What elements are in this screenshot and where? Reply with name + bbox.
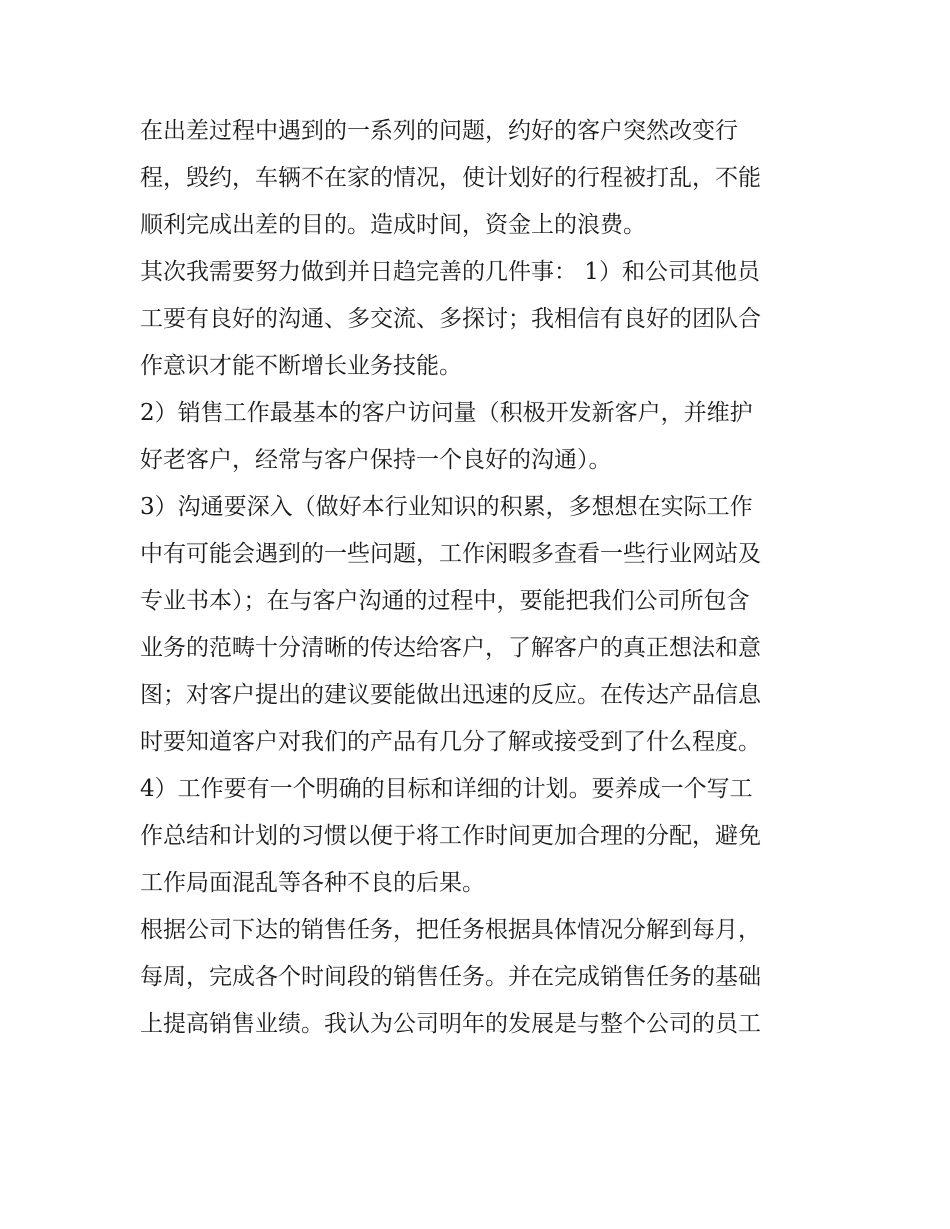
text-line: 中有可能会遇到的一些问题，工作闲暇多查看一些行业网站及 [140,541,761,567]
text-line: 工要有良好的沟通、多交流、多探讨；我相信有良好的团队合 [140,306,761,332]
text-line: 业务的范畴十分清晰的传达给客户，了解客户的真正想法和意 [140,635,761,661]
text-line: 专业书本）；在与客户沟通的过程中，要能把我们公司所包含 [140,588,750,614]
text-line: 图；对客户提出的建议要能做出迅速的反应。在传达产品信息 [140,682,761,708]
text-line: 4）工作要有一个明确的目标和详细的计划。要养成一个写工 [140,776,753,802]
text-line: 其次我需要努力做到并日趋完善的几件事： 1）和公司其他员 [140,259,760,285]
text-line: 时要知道客户对我们的产品有几分了解或接受到了什么程度。 [140,729,761,755]
text-line: 作意识才能不断增长业务技能。 [140,353,462,379]
text-line: 2）销售工作最基本的客户访问量（积极开发新客户，并维护 [140,400,753,426]
text-line: 程，毁约，车辆不在家的情况，使计划好的行程被打乱，不能 [140,165,761,191]
text-line: 好老客户，经常与客户保持一个良好的沟通）。 [140,447,612,473]
text-line: 顺利完成出差的目的。造成时间，资金上的浪费。 [140,212,646,238]
text-line: 作总结和计划的习惯以便于将工作时间更加合理的分配，避免 [140,823,761,849]
document-body [140,108,815,1048]
text-line: 3）沟通要深入（做好本行业知识的积累，多想想在实际工作 [140,494,753,520]
text-line: 工作局面混乱等各种不良的后果。 [140,870,485,896]
text-line: 根据公司下达的销售任务，把任务根据具体情况分解到每月， [140,917,761,943]
text-line: 上提高销售业绩。我认为公司明年的发展是与整个公司的员工 [140,1011,761,1037]
text-line: 在出差过程中遇到的一系列的问题，约好的客户突然改变行 [140,118,738,144]
text-line: 每周，完成各个时间段的销售任务。并在完成销售任务的基础 [140,964,761,990]
